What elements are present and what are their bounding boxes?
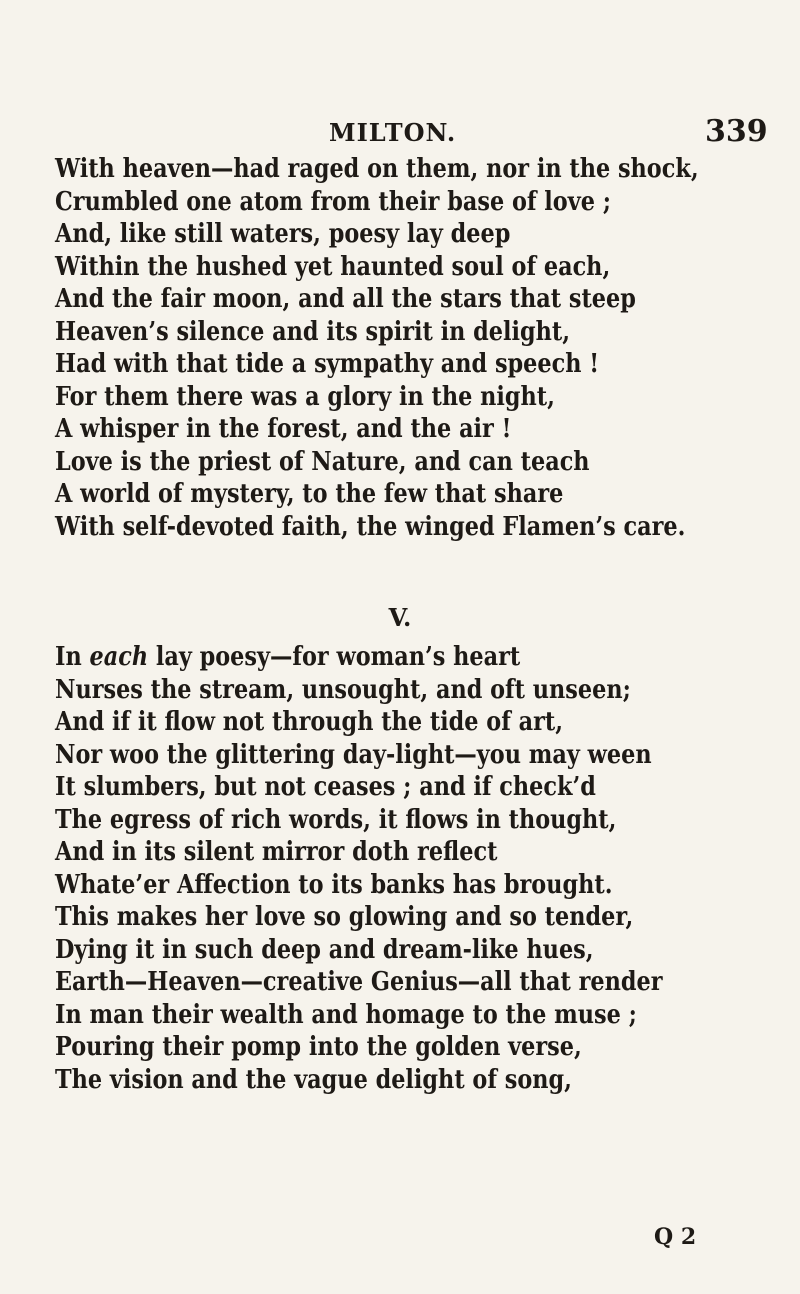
poem-line: A world of mystery, to the few that share — [55, 479, 564, 509]
first-line-before: In — [55, 642, 90, 672]
section-numeral: V. — [388, 603, 412, 632]
poem-line: Nurses the stream, unsought, and oft unseen; — [55, 674, 631, 705]
poem-line: And the fair moon, and all the stars that steep — [55, 284, 636, 314]
poem-line: It slumbers, but not ceases ; and if check’d — [55, 772, 596, 802]
poem-line: Dying it in such deep and dream-like hues, — [55, 934, 594, 965]
running-head: MILTON. — [329, 118, 457, 147]
poem-line: Whate’er Affection to its banks has brought. — [55, 869, 613, 900]
poem-line: Crumbled one atom from their base of love ; — [55, 186, 611, 217]
stanza-2 — [55, 641, 663, 1096]
poem-line: With heaven—had raged on them, nor in the shock, — [55, 154, 699, 184]
page-number: 339 — [705, 114, 768, 149]
poem-line: Heaven’s silence and its spirit in delight, — [55, 316, 571, 347]
first-line-italic-word: each — [89, 642, 149, 672]
poem-line: For them there was a glory in the night, — [55, 381, 555, 412]
poem-line: The egress of rich words, it flows in thought, — [55, 804, 617, 835]
poem-line: Nor woo the glittering day-light—you may ween — [55, 739, 652, 770]
poem-line: And if it flow not through the tide of art, — [55, 707, 563, 737]
poem-line: The vision and the vague delight of song, — [55, 1064, 572, 1095]
poem-line: Had with that tide a sympathy and speech ! — [55, 349, 600, 379]
poem-line: And in its silent mirror doth reflect — [55, 837, 498, 867]
poem-line: Pouring their pomp into the golden verse, — [55, 1032, 582, 1062]
poem-line-first — [55, 641, 663, 674]
poem-line: And, like still waters, poesy lay deep — [55, 219, 511, 249]
poem-line: Within the hushed yet haunted soul of each, — [55, 251, 611, 282]
poem-line: With self-devoted faith, the winged Flamen’s care. — [55, 511, 686, 542]
poem-line: In man their wealth and homage to the muse ; — [55, 999, 637, 1030]
stanza-1 — [55, 153, 699, 543]
poem-line: Earth—Heaven—creative Genius—all that render — [55, 967, 663, 997]
signature-mark: Q 2 — [654, 1224, 697, 1250]
poem-line: Love is the priest of Nature, and can teach — [55, 446, 590, 477]
first-line-after: lay poesy—for woman’s heart — [148, 642, 521, 672]
poem-line: A whisper in the forest, and the air ! — [55, 414, 512, 444]
page-header — [0, 110, 800, 150]
poem-line: This makes her love so glowing and so tender, — [55, 902, 634, 932]
